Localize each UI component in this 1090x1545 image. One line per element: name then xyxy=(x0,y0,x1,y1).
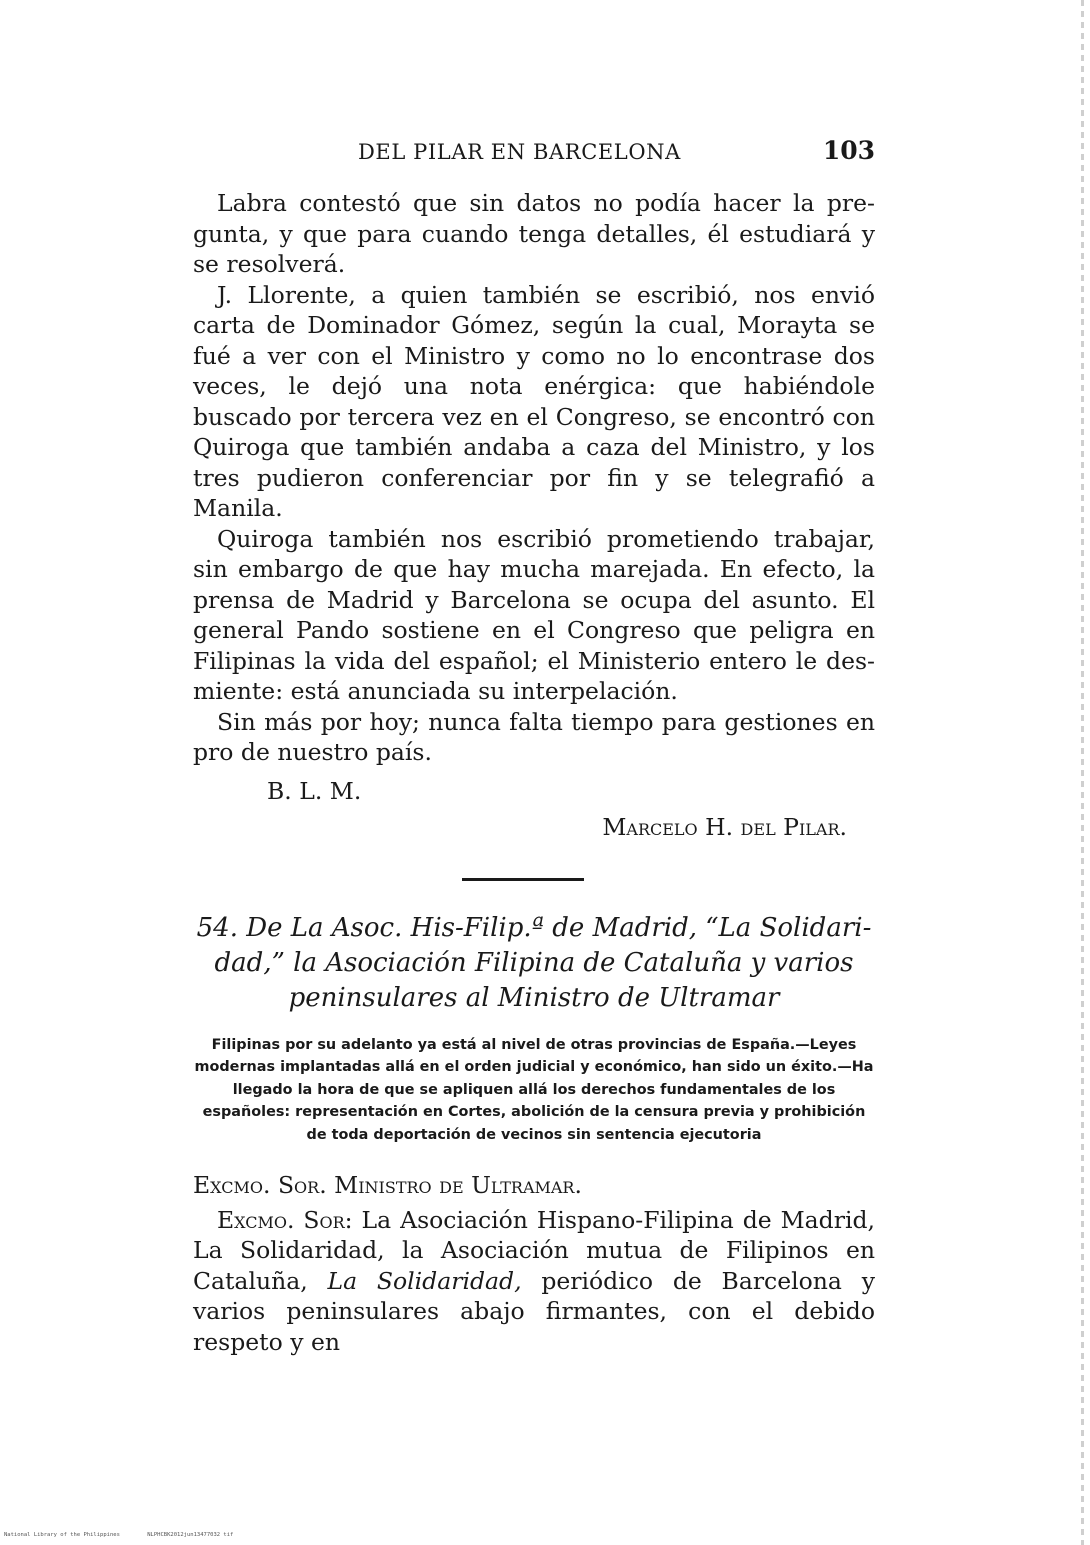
letter-signoff: B. L. M. xyxy=(267,776,362,805)
letter-body-start: La Asociación Hispano-Filipina de Madrid, La Solidaridad, la Asociación mutua de Filipinos en Cataluña, xyxy=(193,1205,875,1295)
file-id: NLPHCBK2012jun13477032 tif xyxy=(147,1532,234,1538)
newspaper-title: La Solidaridad, xyxy=(327,1266,522,1295)
letter-body-end: periódico de Barcelona y varios peninsulares abajo firmantes, con el debido respeto y en xyxy=(193,1266,875,1356)
library-credit: National Library of the Philippines xyxy=(4,1532,120,1538)
section-divider xyxy=(462,878,584,881)
page-header xyxy=(193,136,875,174)
letter-signature: Marcelo H. del Pilar. xyxy=(602,812,847,841)
document-heading: 54. De La Asoc. His-Filip.ª de Madrid, “La Solidaridad,” la Asociación Filipina de Cataluña y varios peninsulares al Ministro de Ultramar xyxy=(196,912,872,1013)
letter-salutation: Excmo. Sor: xyxy=(217,1205,353,1234)
paragraph-1: Labra contestó que sin datos no podía hacer la pregunta, y que para cuando tenga detalles, él estudiará y se resolverá. xyxy=(193,189,875,278)
paragraph-2: J. Llorente, a quien también se escribió, nos envió carta de Dominador Gómez, según la cual, Morayta se fué a ver con el Ministro y como no lo encontrase dos veces, le dejó una nota enérgica: que habiéndole buscado por tercera vez en el Congreso, se encontró con Quiroga que también andaba a caza del Ministro, y los tres pudieron conferenciar por fin y se telegrafió a Manila. xyxy=(193,280,875,522)
letter-opening-paragraph xyxy=(193,1205,875,1358)
document-summary: Filipinas por su adelanto ya está al nivel de otras provincias de España.—Leyes modernas implantadas allá en el orden judicial y económico, han sido un éxito.—Ha llegado la hora de que se apliquen allá los derechos fundamentales de los españoles: representación en Cortes, abolición de la censura previa y prohibición de toda deportación de vecinos sin sentencia ejecutoria xyxy=(194,1036,874,1143)
paragraph-4: Sin más por hoy; nunca falta tiempo para gestiones en pro de nuestro país. xyxy=(193,707,875,766)
scan-edge-marks xyxy=(1081,0,1084,1545)
letter-address: Excmo. Sor. Ministro de Ultramar. xyxy=(193,1171,582,1199)
body-text xyxy=(193,188,875,1357)
page-number: 103 xyxy=(822,136,875,165)
scan-footer xyxy=(4,1532,257,1538)
running-title: DEL PILAR EN BARCELONA xyxy=(358,140,681,164)
paragraph-3: Quiroga también nos escribió prometiendo trabajar, sin embargo de que hay mucha marejada. En efecto, la prensa de Madrid y Barcelona se ocupa del asunto. El general Pando sostiene en el Congreso que peligra en Filipinas la vida del español; el Ministerio entero le desmiente: está anunciada su interpelación. xyxy=(193,524,875,705)
